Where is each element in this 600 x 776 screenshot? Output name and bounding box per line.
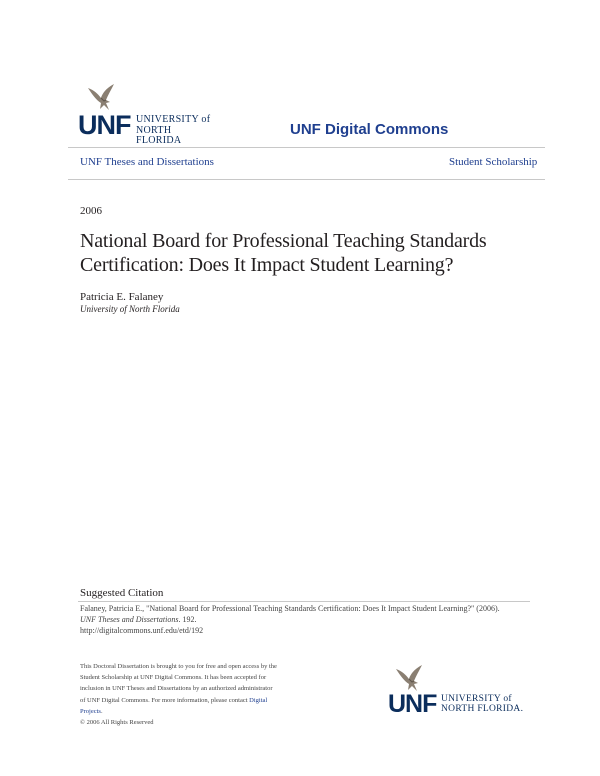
document-title-line1: National Board for Professional Teaching Standards <box>80 230 487 252</box>
document-year: 2006 <box>80 205 102 217</box>
contact-link-a[interactable]: Digital <box>249 696 268 704</box>
citation-url[interactable]: http://digitalcommons.unf.edu/etd/192 <box>80 626 204 635</box>
footer-line4-text: of UNF Digital Commons. For more information, please contact <box>80 696 250 704</box>
footer-line4 <box>80 695 320 706</box>
footer-line5 <box>80 706 320 717</box>
citation-number: . 192. <box>178 615 197 624</box>
nav-scholarship-link[interactable]: Student Scholarship <box>449 156 538 168</box>
header-divider-top <box>68 147 545 148</box>
unf-logo-footer <box>388 663 528 717</box>
footer-statement <box>80 661 320 728</box>
logo-university-line2: NORTH FLORIDA <box>136 125 182 146</box>
site-name-link[interactable]: UNF Digital Commons <box>290 121 449 138</box>
header-divider-bottom <box>68 179 545 180</box>
footer-line3: inclusion in UNF Theses and Dissertations by an authorized administrator <box>80 685 273 693</box>
footer-line1: This Doctoral Dissertation is brought to you for free and open access by the <box>80 663 277 670</box>
footer-line2: Student Scholarship at UNF Digital Commons. It has been accepted for <box>80 674 267 682</box>
author-name: Patricia E. Falaney <box>80 291 164 303</box>
nav-collection-link[interactable]: UNF Theses and Dissertations <box>80 156 214 168</box>
citation-divider <box>78 601 530 602</box>
document-title-line2: Certification: Does It Impact Student Learning? <box>80 254 454 276</box>
logo-university-line1: UNIVERSITY of <box>136 114 211 125</box>
footer-copyright: © 2006 All Rights Reserved <box>80 719 154 727</box>
author-affiliation: University of North Florida <box>80 304 180 314</box>
contact-link-b[interactable]: Projects <box>80 707 101 715</box>
citation-series: UNF Theses and Dissertations <box>80 615 179 624</box>
footer-logo-unf-wordmark: UNF <box>388 690 437 718</box>
citation-heading: Suggested Citation <box>80 587 164 599</box>
citation-series-line <box>80 615 196 624</box>
footer-logo-university-line2: NORTH FLORIDA. <box>441 704 524 714</box>
citation-text: Falaney, Patricia E., "National Board for Professional Teaching Standards Certification: Does It Impact Student Learning?" (2006). <box>80 604 500 613</box>
unf-logo[interactable] <box>78 82 218 146</box>
logo-unf-wordmark: UNF <box>78 110 131 140</box>
contact-end: . <box>100 707 103 715</box>
footer-logo-university-line1: UNIVERSITY of <box>441 694 512 704</box>
